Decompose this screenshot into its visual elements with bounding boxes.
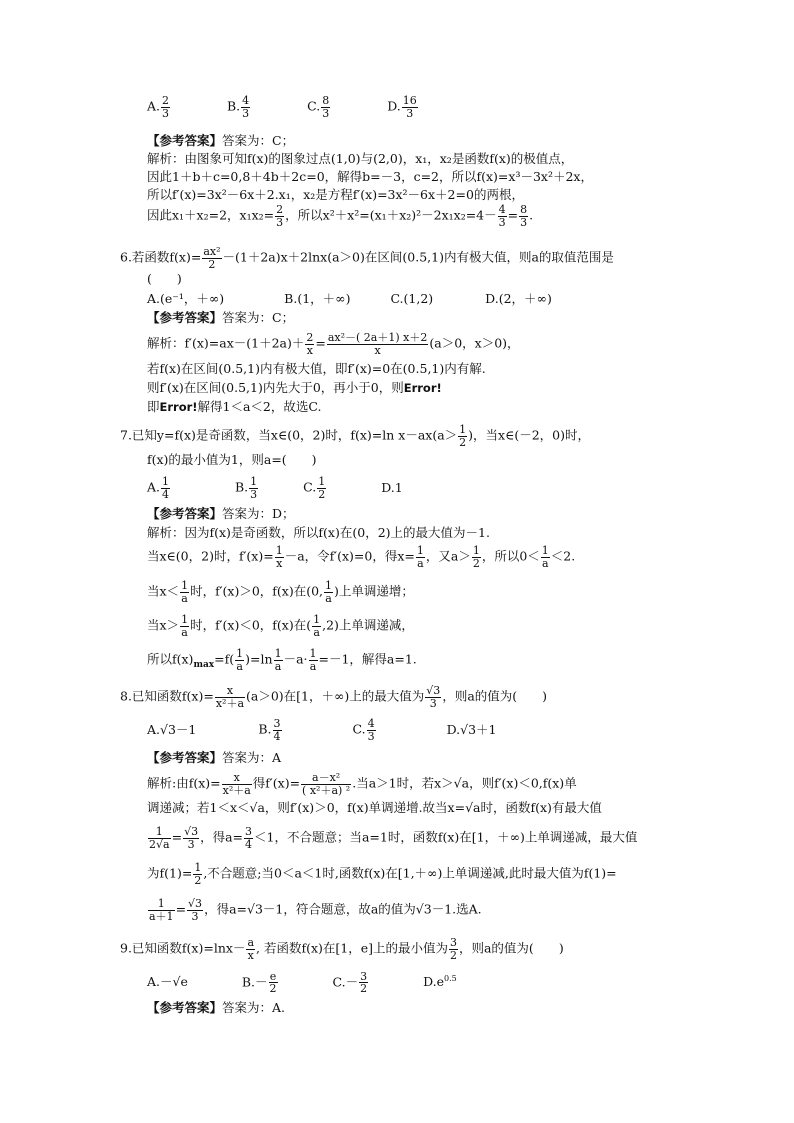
- q7-stem: 7.已知y=f(x)是奇函数，当x∈(0，2)时，f(x)=ln x－ax(a＞ $\frac{1}{2}$ )，当x∈(－2，0)时，: [120, 423, 591, 449]
- q9-option-c: C.－ $\frac{3}{2}$: [332, 969, 368, 996]
- q5-option-a: A. $\frac{2}{3}$: [147, 94, 170, 120]
- q6-option-d: D.(2，＋∞): [485, 291, 552, 306]
- q9-answer: 【参考答案】答案为：A.: [147, 1000, 286, 1015]
- q5-options: [147, 95, 471, 119]
- q7-options: [147, 476, 455, 500]
- q8-option-c: C. $\frac{4}{3}$: [352, 717, 375, 743]
- q5-answer: 【参考答案】答案为：C；: [147, 133, 295, 148]
- q6-option-b: B.(1，＋∞): [284, 291, 351, 306]
- q6-options: [147, 290, 608, 308]
- q9-option-a: A.－√e: [147, 974, 188, 990]
- q5-option-b: B. $\frac{4}{3}$: [227, 94, 250, 120]
- q7-option-d: D.1: [381, 479, 403, 495]
- q8-explain-1: 解析:由f(x)= $\frac{x}{\text{x²＋a}}$ 得f′(x)= $\frac{\text{a－x²}}{\text{( x²＋a) ²}}$ .当a＞1时，若x＞√a，则f′(x)＜0,f(x)单: [147, 771, 577, 797]
- answer-heading: 【参考答案】: [147, 750, 223, 765]
- q8-explain-3: $\frac{1}{2√a}$ = $\frac{√3}{3}$ ，得a= $\frac{3}{4}$ ＜1，不合题意；当a=1时，函数f(x)在[1，＋∞)上单调递减，最大值: [149, 825, 638, 851]
- q6-answer: 【参考答案】答案为：C；: [147, 310, 295, 325]
- q9-option-b: B.－ $\frac{e}{2}$: [241, 969, 277, 996]
- q5-explain-3: 所以f′(x)=3x²－6x＋2.x₁，x₂是方程f′(x)=3x²－6x＋2=0的两根，: [147, 187, 524, 202]
- q5-option-d: D. $\frac{16}{3}$: [387, 94, 417, 120]
- q6-explain-1: 解析：f′(x)=ax－(1＋2a)＋ $\frac{2}{x}$ = $\frac{\text{ax²－( 2a＋1) x＋2}}{x}$ (a＞0，x＞0)，: [147, 331, 520, 357]
- q7-explain-4: 当x＞ $\frac{1}{a}$ 时，f′(x)＜0，f(x)在( $\frac{1}{a}$ ,2)上单调递减，: [147, 613, 414, 639]
- q8-answer: 【参考答案】答案为：A: [147, 750, 282, 765]
- q7-stem-2: f(x)的最小值为1，则a=( ): [147, 452, 317, 467]
- answer-heading: 【参考答案】: [147, 133, 223, 148]
- answer-heading: 【参考答案】: [147, 1000, 223, 1015]
- q8-options: [147, 718, 549, 742]
- q6-stem: 6.若函数f(x)= $\frac{\text{ax²}}{2}$ －(1＋2a)x＋2lnx(a＞0)在区间(0.5,1)内有极大值，则a的取值范围是: [120, 245, 614, 271]
- q7-option-c: C. $\frac{1}{2}$: [303, 475, 326, 501]
- q6-explain-4: 即Error!解得1＜a＜2，故选C.: [147, 399, 322, 414]
- q5-explain-4: 因此x₁＋x₂=2，x₁x₂= $\frac{2}{3}$ ，所以x²＋x²=(x₁＋x₂)²－2x₁x₂=4－ $\frac{4}{3}$ = $\frac{8}{3}$ .: [147, 203, 534, 229]
- q7-explain-1: 解析：因为f(x)是奇函数，所以f(x)在(0，2)上的最大值为－1.: [147, 525, 490, 540]
- q8-explain-2: 调递减；若1＜x＜√a，则f′(x)＞0，f(x)单调递增.故当x=√a时，函数f(x)有最大值: [147, 800, 602, 815]
- q8-stem: 8.已知函数f(x)= $\frac{x}{\text{x²＋a}}$ (a＞0)在[1，＋∞)上的最大值为 $\frac{√3}{3}$ ，则a的值为( ): [120, 684, 548, 710]
- q7-explain-5: 所以$f(x)_{max}=f$( $\frac{1}{a}$ )=ln $\frac{1}{a}$ －a· $\frac{1}{a}$ =－1，解得a=1.: [147, 647, 417, 673]
- q8-explain-4: 为f(1)= $\frac{1}{2}$ ,不合题意;当0＜a＜1时,函数f(x)在[1,＋∞)上单调递减,此时最大值为f(1)=: [147, 861, 617, 887]
- q7-option-a: A. $\frac{1}{4}$: [147, 475, 170, 501]
- q9-option-d: $D.e^{0.5}$: [423, 974, 457, 990]
- answer-heading: 【参考答案】: [147, 310, 223, 325]
- q8-option-a: A.√3－1: [147, 721, 197, 737]
- q6-paren: ( ): [147, 271, 182, 286]
- q9-options: [147, 970, 509, 995]
- q5-option-c: C. $\frac{8}{3}$: [307, 94, 330, 120]
- q6-explain-2: 若f(x)在区间(0.5,1)内有极大值，即f′(x)=0在(0.5,1)内有解.: [147, 361, 486, 376]
- q6-option-c: C.(1,2): [390, 291, 434, 306]
- q8-explain-5: $\frac{1}{a+1}$ = $\frac{√3}{3}$ ，得a=√3－1，符合题意，故a的值为√3－1.选A.: [149, 897, 482, 923]
- q6-option-a: A.(e⁻¹，＋∞): [147, 291, 225, 306]
- q7-explain-2: 当x∈(0，2)时，f′(x)= $\frac{1}{x}$ －a，令f′(x)=0，得x= $\frac{1}{a}$ ，又a＞ $\frac{1}{2}$ ，所以0＜ $\frac{1}{a}$ ＜2.: [147, 544, 576, 570]
- answer-heading: 【参考答案】: [147, 506, 223, 521]
- q8-option-d: D.√3＋1: [446, 721, 497, 737]
- q9-stem: 9.已知函数f(x)=lnx－ $\frac{a}{x}$ , 若函数f(x)在[1，e]上的最小值为 $\frac{3}{2}$ ，则a的值为( ): [120, 936, 564, 962]
- q7-option-b: B. $\frac{1}{3}$: [235, 475, 258, 501]
- q8-option-b: B. $\frac{3}{4}$: [258, 717, 281, 743]
- q6-explain-3: 则f′(x)在区间(0.5,1)内先大于0，再小于0，则Error!: [147, 380, 442, 395]
- q5-explain-1: 解析：由图象可知f(x)的图象过点(1,0)与(2,0)，x₁，x₂是函数f(x)的极值点，: [147, 151, 574, 166]
- q7-explain-3: 当x＜ $\frac{1}{a}$ 时，f′(x)＞0，f(x)在(0, $\frac{1}{a}$ )上单调递增；: [147, 579, 414, 605]
- q5-explain-2: 因此1＋b＋c=0,8＋4b＋2c=0，解得b=－3，c=2，所以f(x)=x³－3x²＋2x，: [147, 169, 593, 184]
- q7-answer: 【参考答案】答案为：D；: [147, 506, 295, 521]
